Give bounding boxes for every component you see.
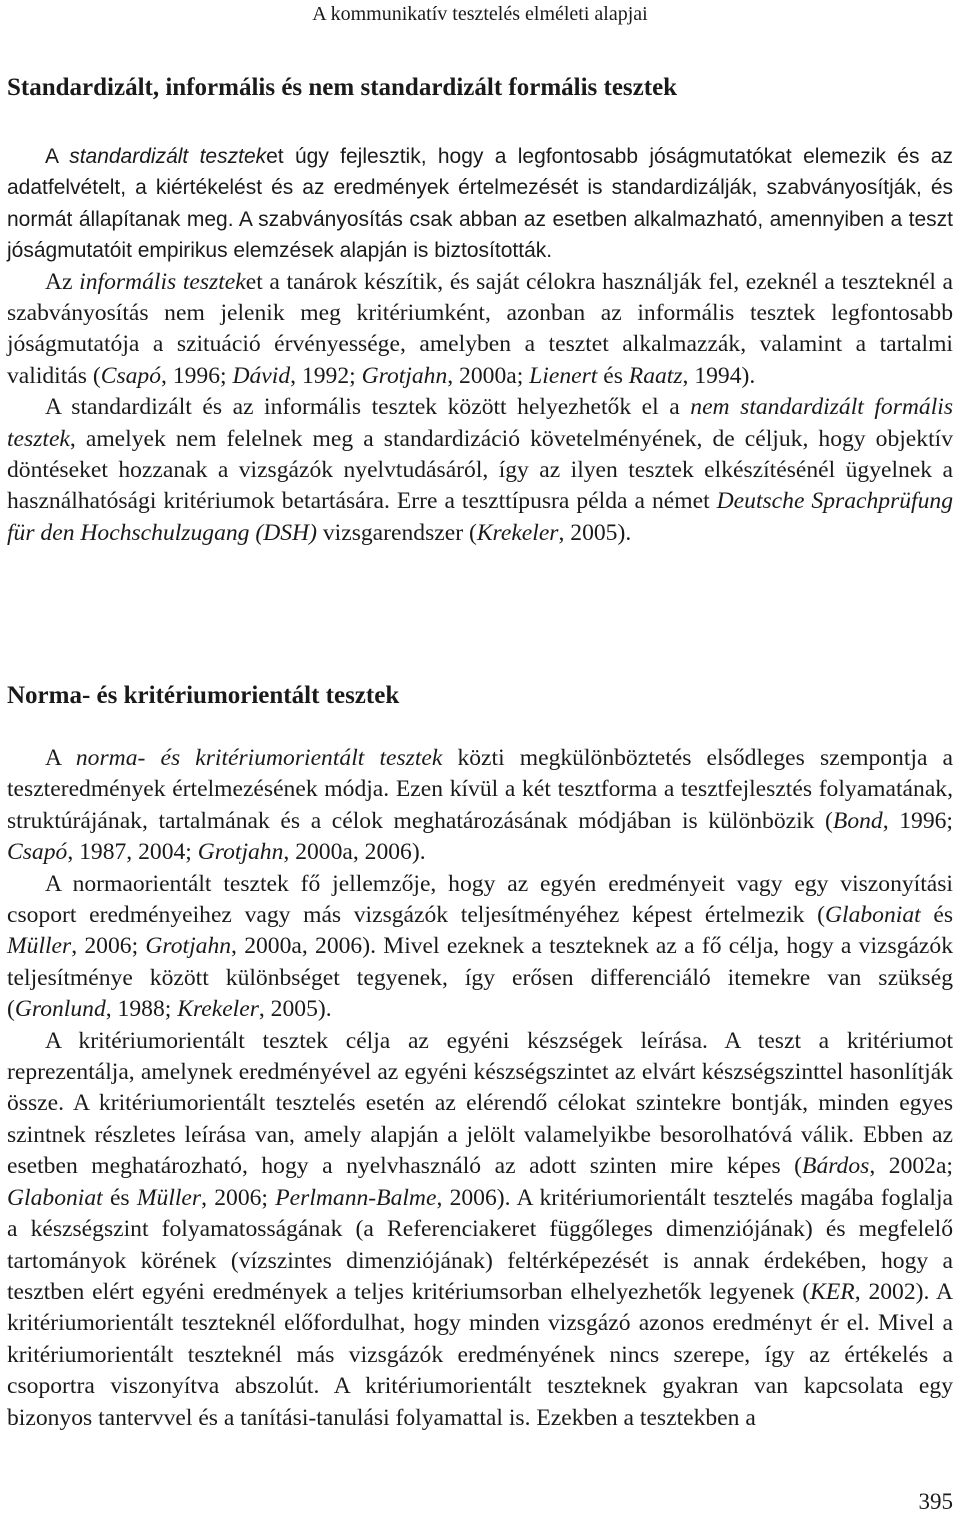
text-run: et úgy fejlesztik, hogy a legfontosabb jóságmutatókat elemezik és az adatfelvételt, a kiértékelést és az eredmények értelmezését is standardizálják, szabványosítják, és normát állapítanak meg. A szabványosítás csak abban az esetben alkalmazható, amennyiben a teszt jóságmutatóit empirikus elemzések alapján is biztosították. bbox=[7, 145, 953, 263]
italic-run: Dávid bbox=[232, 362, 291, 389]
text-run: , amelyek nem felelnek meg a standardizáció követelményének, de céljuk, hogy objektív döntéseket hozzanak a vizsgázók nyelvtudásáról, így az ilyen tesztek elkészítésénél ügyelnek a használhatósági kritériumok betartására. Erre a teszttípusra példa a német bbox=[7, 425, 953, 515]
section1-body bbox=[7, 141, 953, 549]
italic-run: Krekeler bbox=[476, 519, 559, 546]
text-run: vizsgarendszer ( bbox=[316, 519, 477, 546]
italic-run: Müller bbox=[7, 933, 72, 960]
text-run: , 2002). A kritériumorientált teszteknél előfordulhat, hogy minden vizsgázó azonos eredményt ér el. Mivel a kritériumorientált teszteknél más vizsgázók eredményének nincs szerepe, így az értékelés a csoportra viszonyítva abszolút. A kritériumorientált teszteknek gyakran van kapcsolata egy bizonyos tantervvel és a tanítási-tanulási folyamattal is. Ezekben a tesztekben a bbox=[7, 1278, 954, 1431]
italic-run: Raatz bbox=[628, 362, 683, 389]
paragraph-informal-tests bbox=[7, 267, 953, 393]
text-run: , 2005). bbox=[258, 996, 332, 1023]
italic-run: Grotjahn bbox=[145, 933, 232, 960]
text-run: , 2006). A kritériumorientált tesztelés magába foglalja a készségszint folyamatosságának (a Referenciakeret függőleges dimenziójának) és megfelelő tartományok körének (vízszintes dimenziójának) feltérképezését is annak érdekében, hogy a tesztben elért egyéni eredmények a teljes kritériumsorban elhelyezhetők legyenek ( bbox=[7, 1184, 953, 1305]
text-run: Az bbox=[45, 268, 80, 295]
text-run: et a tanárok készítik, és saját célokra használják fel, ezeknél a teszteknél a szabványosítás nem jelenik meg kritériumként, azonban az informális tesztek legfontosabb jóságmutatója a szituáció érvényessége, amelyben a tesztet alkalmazzák, valamint a tartalmi validitás ( bbox=[7, 268, 953, 389]
text-run: , 2000a, 2006). bbox=[283, 839, 426, 866]
text-run: , 2000a; bbox=[447, 362, 530, 389]
text-run: és bbox=[597, 362, 629, 389]
page-number: 395 bbox=[918, 1489, 953, 1514]
text-run: A bbox=[45, 145, 70, 168]
italic-run: Csapó bbox=[100, 362, 162, 389]
paragraph-norm-referenced bbox=[7, 869, 953, 1026]
italic-run: KER bbox=[810, 1278, 855, 1305]
text-run: közti megkülönböztetés elsődleges szempontja a teszteredmények értelmezésének módja. Ezen kívül a két tesztforma a tesztfejlesztés folyamatának, struktúrájának, tartalmának és a célok meghatározásának módjában is különbözik ( bbox=[7, 745, 954, 834]
text-run: , 2002a; bbox=[869, 1153, 953, 1180]
text-run: és bbox=[102, 1184, 137, 1211]
italic-run: Grotjahn bbox=[197, 839, 284, 866]
italic-run: Müller bbox=[136, 1184, 202, 1211]
italic-run: norma- és kritériumorientált tesztek bbox=[75, 745, 443, 771]
italic-run: informális tesztek bbox=[79, 268, 246, 295]
text-run: , 1994). bbox=[682, 362, 756, 389]
italic-run: Grotjahn bbox=[361, 362, 448, 389]
text-run: , 1987, 2004; bbox=[67, 839, 198, 866]
section-heading-norm-criterion: Norma- és kritériumorientált tesztek bbox=[7, 682, 400, 709]
section-heading-standardized: Standardizált, informális és nem standardizált formális tesztek bbox=[7, 74, 678, 101]
paragraph-standardized-tests bbox=[7, 141, 953, 267]
text-run: A kritériumorientált tesztek célja az egyéni készségek leírása. A teszt a kritériumot reprezentálja, amelynek eredményével az egyéni készségszintet az elvárt készségszinttel hasonlítják össze. A kritériumorientált tesztelés esetén az elérendő célokat szintekre bontják, minden egyes szintnek részletes leírása van, amely alapján a jelölt valamelyikbe besorolhatóvá válik. Ebben az esetben meghatározható, hogy a nyelvhasználó az adott szinten mire képes ( bbox=[7, 1027, 953, 1180]
italic-run: Perlmann-Balme bbox=[275, 1184, 437, 1211]
paragraph-norm-criterion-intro bbox=[7, 743, 953, 869]
text-run: , 1996; bbox=[882, 807, 953, 834]
text-run: , 2000a, 2006). Mivel ezeknek a teszteknek az a fő célja, hogy a vizsgázók teljesítménye között különbséget tegyenek, így erősen differenciáló itemekre van szükség ( bbox=[7, 933, 953, 1023]
italic-run: Bárdos bbox=[802, 1153, 870, 1180]
italic-run: nem standardizált formális tesztek bbox=[7, 394, 954, 452]
text-run: , 2006; bbox=[201, 1184, 276, 1211]
text-run: , 1992; bbox=[290, 362, 362, 389]
italic-run: Deutsche Sprachprüfung für den Hochschulzugang (DSH) bbox=[7, 488, 953, 546]
italic-run: Lienert bbox=[529, 362, 598, 389]
section2-body bbox=[7, 743, 953, 1434]
text-run: és bbox=[920, 902, 954, 929]
paragraph-nonstandardized-formal-tests bbox=[7, 392, 953, 549]
text-run: , 2006; bbox=[71, 933, 146, 960]
paragraph-criterion-referenced bbox=[7, 1026, 953, 1434]
text-run: A normaorientált tesztek fő jellemzője, hogy az egyén eredményeit vagy egy viszonyítási csoport eredményeihez vagy más vizsgázók teljesítményéhez képest értelmezik ( bbox=[7, 870, 953, 929]
italic-run: Glaboniat bbox=[7, 1184, 103, 1211]
text-run: , 1996; bbox=[161, 362, 233, 389]
text-run: , 1988; bbox=[105, 996, 178, 1023]
italic-run: Gronlund bbox=[14, 996, 106, 1023]
italic-run: standardizált tesztek bbox=[69, 145, 267, 168]
running-header: A kommunikatív tesztelés elméleti alapjai bbox=[312, 3, 648, 25]
text-run: A bbox=[45, 745, 76, 771]
text-run: , 2005). bbox=[558, 519, 632, 546]
italic-run: Bond bbox=[832, 807, 883, 834]
italic-run: Csapó bbox=[7, 839, 68, 866]
text-run: A standardizált és az informális tesztek között helyezhetők el a bbox=[45, 394, 691, 421]
italic-run: Krekeler bbox=[177, 996, 259, 1023]
italic-run: Glaboniat bbox=[824, 902, 921, 929]
